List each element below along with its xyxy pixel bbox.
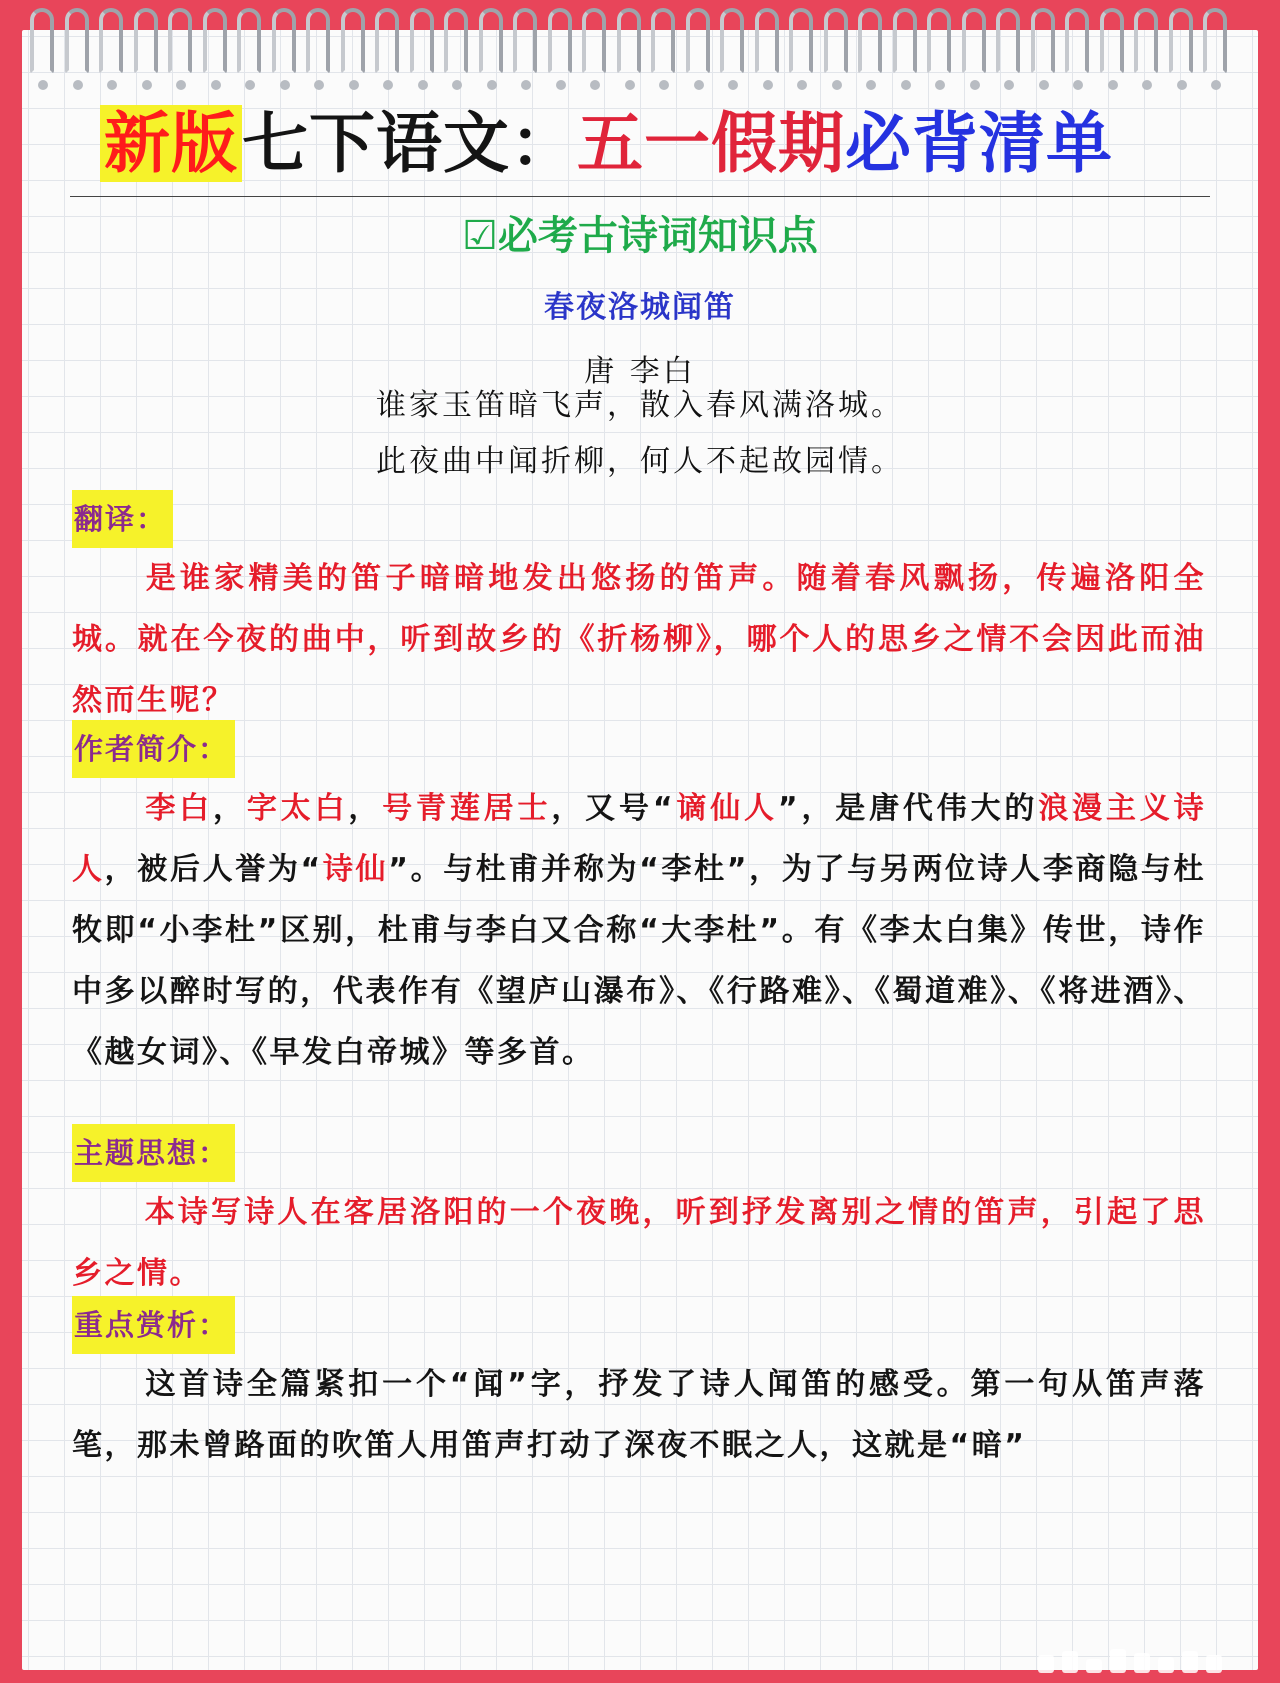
- title-subject: 七下语文：: [242, 105, 577, 182]
- binding-hole: [1211, 80, 1221, 90]
- binding-ring: [548, 8, 572, 74]
- binding-ring: [479, 8, 503, 74]
- binding-ring: [755, 8, 779, 74]
- theme-text: 本诗写诗人在客居洛阳的一个夜晚，听到抒发离别之情的笛声，引起了思乡之情。: [72, 1195, 1206, 1291]
- binding-hole: [935, 80, 945, 90]
- binding-ring: [1065, 8, 1089, 74]
- binding-ring: [893, 8, 917, 74]
- author-intro-segment: ，又号“: [551, 791, 676, 826]
- watermark-mark: [1158, 1657, 1174, 1673]
- theme-label: 主题思想：: [72, 1124, 235, 1182]
- author-intro-segment: ，: [348, 791, 383, 826]
- binding-hole: [452, 80, 462, 90]
- binding-ring: [996, 8, 1020, 74]
- watermark-mark: [1038, 1655, 1054, 1673]
- translation-text: 是谁家精美的笛子暗暗地发出悠扬的笛声。随着春风飘扬，传遍洛阳全城。就在今夜的曲中，听到故乡的《折杨柳》，哪个人的思乡之情不会因此而油然而生呢？: [72, 561, 1206, 718]
- binding-hole: [901, 80, 911, 90]
- binding-ring: [1203, 8, 1227, 74]
- poem-author: 唐 李白: [584, 354, 696, 389]
- binding-hole: [1004, 80, 1014, 90]
- binding-ring: [617, 8, 641, 74]
- binding-ring: [1031, 8, 1055, 74]
- binding-hole: [832, 80, 842, 90]
- binding-hole: [1073, 80, 1083, 90]
- binding-ring: [858, 8, 882, 74]
- page-title: [100, 96, 1180, 192]
- author-intro-highlight: 浪漫主义诗人: [72, 791, 1207, 887]
- author-intro-highlight: 诗仙: [322, 852, 389, 887]
- binding-ring: [444, 8, 468, 74]
- binding-ring: [65, 8, 89, 74]
- watermark-mark: [1182, 1651, 1198, 1673]
- binding-ring: [272, 8, 296, 74]
- binding-hole: [349, 80, 359, 90]
- binding-hole: [797, 80, 807, 90]
- title-holiday: 五一假期: [577, 105, 845, 182]
- binding-ring: [1134, 8, 1158, 74]
- watermark-mark: [1134, 1653, 1150, 1673]
- binding-ring: [237, 8, 261, 74]
- binding-ring: [168, 8, 192, 74]
- binding-ring: [1169, 8, 1193, 74]
- poem-title: 春夜洛城闻笛: [544, 290, 736, 325]
- author-intro-highlight: 字太白: [246, 791, 349, 826]
- analysis-text: 这首诗全篇紧扣一个“闻”字，抒发了诗人闻笛的感受。第一句从笛声落笔，那未曾路面的吹笛人用笛声打动了深夜不眠之人，这就是“暗”: [72, 1367, 1206, 1463]
- author-intro-segment: ”，是唐代伟大的: [777, 791, 1039, 826]
- binding-ring: [582, 8, 606, 74]
- binding-ring: [789, 8, 813, 74]
- binding-hole: [694, 80, 704, 90]
- binding-hole: [763, 80, 773, 90]
- binding-hole: [625, 80, 635, 90]
- watermark-mark: [1062, 1651, 1078, 1673]
- binding-hole: [659, 80, 669, 90]
- poem-line: 此夜曲中闻折柳，何人不起故园情。: [376, 444, 904, 479]
- author-intro-highlight: 李白: [144, 791, 213, 826]
- title-divider: [70, 196, 1210, 197]
- binding-ring: [410, 8, 434, 74]
- binding-ring: [375, 8, 399, 74]
- watermark-mark: [1086, 1659, 1102, 1673]
- binding-hole: [590, 80, 600, 90]
- binding-hole: [521, 80, 531, 90]
- translation-label: 翻译：: [72, 490, 173, 548]
- binding-hole: [418, 80, 428, 90]
- binding-hole: [1039, 80, 1049, 90]
- binding-hole: [1142, 80, 1152, 90]
- analysis-label: 重点赏析：: [72, 1296, 235, 1354]
- binding-hole: [107, 80, 117, 90]
- binding-ring: [513, 8, 537, 74]
- author-intro-text: [72, 778, 1206, 1083]
- binding-hole: [314, 80, 324, 90]
- binding-hole: [38, 80, 48, 90]
- binding-ring: [824, 8, 848, 74]
- binding-hole: [556, 80, 566, 90]
- title-checklist: 必背清单: [845, 105, 1113, 182]
- binding-ring: [927, 8, 951, 74]
- binding-ring: [651, 8, 675, 74]
- binding-hole: [280, 80, 290, 90]
- binding-hole: [970, 80, 980, 90]
- binding-hole: [176, 80, 186, 90]
- poem-line: 谁家玉笛暗飞声，散入春风满洛城。: [376, 388, 904, 423]
- binding-ring: [686, 8, 710, 74]
- author-intro-segment: ，被后人誉为“: [104, 852, 323, 887]
- binding-hole: [383, 80, 393, 90]
- binding-hole: [1177, 80, 1187, 90]
- binding-hole: [487, 80, 497, 90]
- section-title: ☑必考古诗词知识点: [462, 213, 818, 259]
- watermark-logo: [1038, 1647, 1258, 1677]
- author-intro-highlight: 谪仙人: [675, 791, 778, 826]
- watermark-mark: [1206, 1655, 1222, 1673]
- binding-hole: [73, 80, 83, 90]
- binding-ring: [341, 8, 365, 74]
- watermark-mark: [1110, 1649, 1126, 1673]
- binding-hole: [245, 80, 255, 90]
- binding-hole: [866, 80, 876, 90]
- binding-ring: [1100, 8, 1124, 74]
- author-intro-label: 作者简介：: [72, 720, 235, 778]
- spiral-binding: [30, 8, 1255, 88]
- binding-ring: [30, 8, 54, 74]
- author-intro-segment: ”。与杜甫并称为“李杜”，为了与另两位诗人李商隐与杜牧即“小李杜”区别，杜甫与李白又合称“大李杜”。有《李太白集》传世，诗作中多以醉时写的，代表作有《望庐山瀑布》、《行路难》、《蜀道难》、《将进酒》、《越女词》、《早发白帝城》等多首。: [72, 852, 1207, 1070]
- binding-hole: [142, 80, 152, 90]
- binding-hole: [1108, 80, 1118, 90]
- binding-ring: [99, 8, 123, 74]
- author-intro-highlight: 号青莲居士: [382, 791, 552, 826]
- binding-ring: [306, 8, 330, 74]
- binding-hole: [728, 80, 738, 90]
- binding-hole: [211, 80, 221, 90]
- title-highlight-new: 新版: [100, 105, 242, 182]
- author-intro-segment: ，: [213, 791, 247, 826]
- binding-ring: [203, 8, 227, 74]
- binding-ring: [720, 8, 744, 74]
- binding-ring: [134, 8, 158, 74]
- binding-ring: [962, 8, 986, 74]
